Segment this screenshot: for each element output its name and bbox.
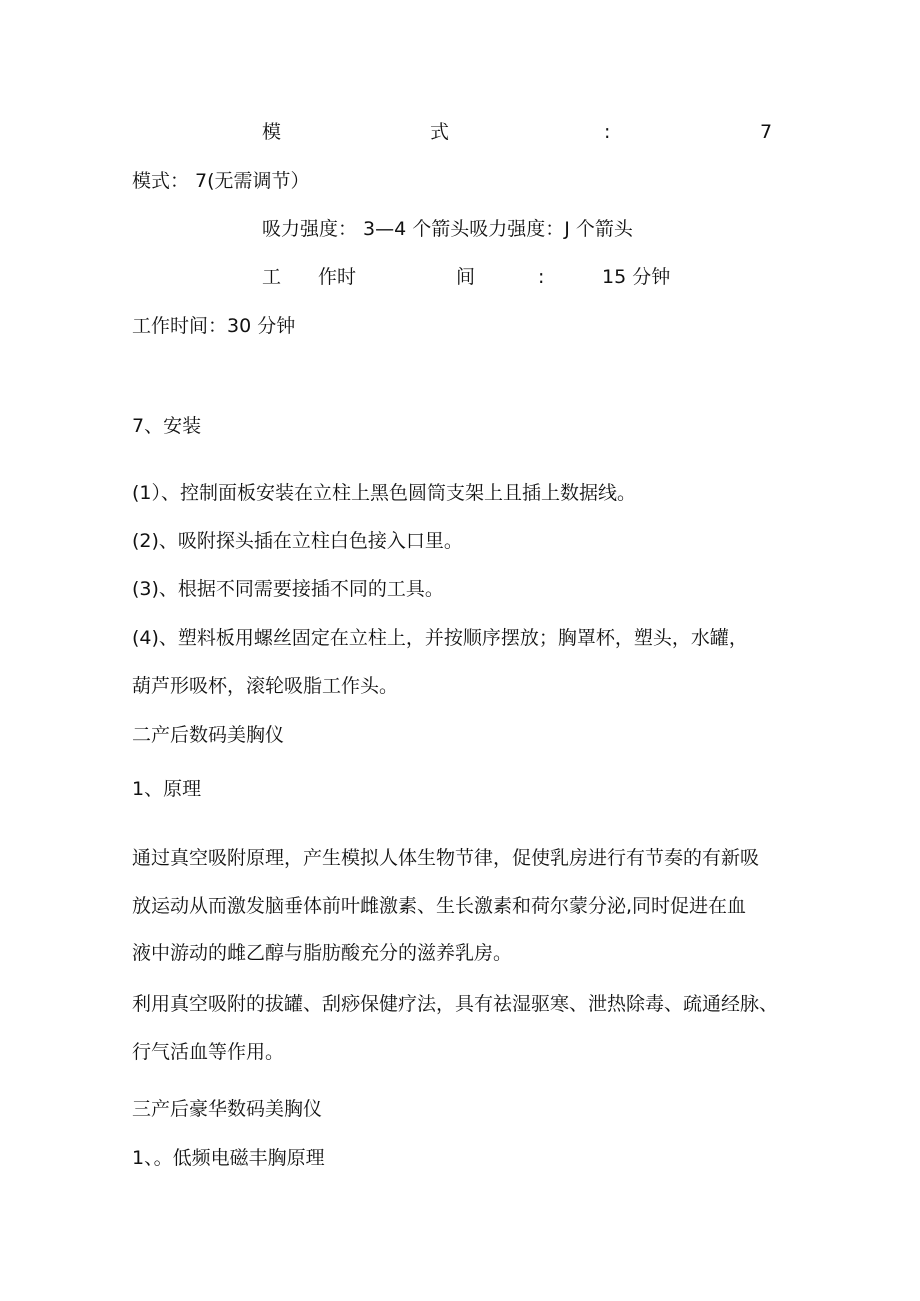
install-item: (2)、吸附探头插在立柱白色接入口里。 — [132, 530, 463, 552]
principle-paragraph-line: 通过真空吸附原理，产生模拟人体生物节律，促使乳房进行有节奏的有新吸 — [132, 847, 760, 869]
worktime-row-char-3: 间 — [456, 266, 476, 288]
install-item: (3)、根据不同需要接插不同的工具。 — [132, 578, 444, 600]
worktime-row-value: 15 分钟 — [602, 266, 671, 288]
section-2-title: 二产后数码美胸仪 — [132, 724, 285, 746]
therapy-paragraph-line: 行气活血等作用。 — [132, 1041, 285, 1063]
principle-paragraph-line: 放运动从而激发脑垂体前叶雌激素、生长激素和荷尔蒙分泌,同时促进在血 — [132, 895, 747, 917]
therapy-paragraph-line: 利用真空吸附的拔罐、刮痧保健疗法，具有祛湿驱寒、泄热除毒、疏通经脉、 — [132, 993, 779, 1015]
mode-row-char-2: 式 — [430, 121, 450, 143]
worktime-row-char-2: 作时 — [318, 266, 357, 288]
suction-line: 吸力强度： 3—4 个箭头吸力强度：J 个箭头 — [262, 218, 633, 240]
worktime-row-char-1: 工 — [262, 266, 282, 288]
mode-row-colon: : — [604, 121, 611, 143]
mode-row-char-1: 模 — [262, 121, 282, 143]
section-3-subheading: 1、。低频电磁丰胸原理 — [132, 1147, 325, 1169]
worktime-row-colon: : — [538, 266, 545, 288]
worktime-line: 工作时间：30 分钟 — [132, 315, 296, 337]
mode-row-value: 7 — [760, 121, 773, 143]
install-item: 葫芦形吸杯，滚轮吸脂工作头。 — [132, 675, 399, 697]
install-heading: 7、安装 — [132, 415, 202, 437]
principle-paragraph-line: 液中游动的雌乙醇与脂肪酸充分的滋养乳房。 — [132, 942, 513, 964]
install-item: (4)、塑料板用螺丝固定在立柱上，并按顺序摆放；胸罩杯，塑头，水罐， — [132, 627, 748, 649]
install-item: (1）、控制面板安装在立柱上黑色圆筒支架上且插上数据线。 — [132, 482, 637, 504]
section-2-subheading: 1、原理 — [132, 778, 202, 800]
mode-line: 模式： 7(无需调节） — [132, 170, 310, 192]
section-3-title: 三产后豪华数码美胸仪 — [132, 1098, 323, 1120]
